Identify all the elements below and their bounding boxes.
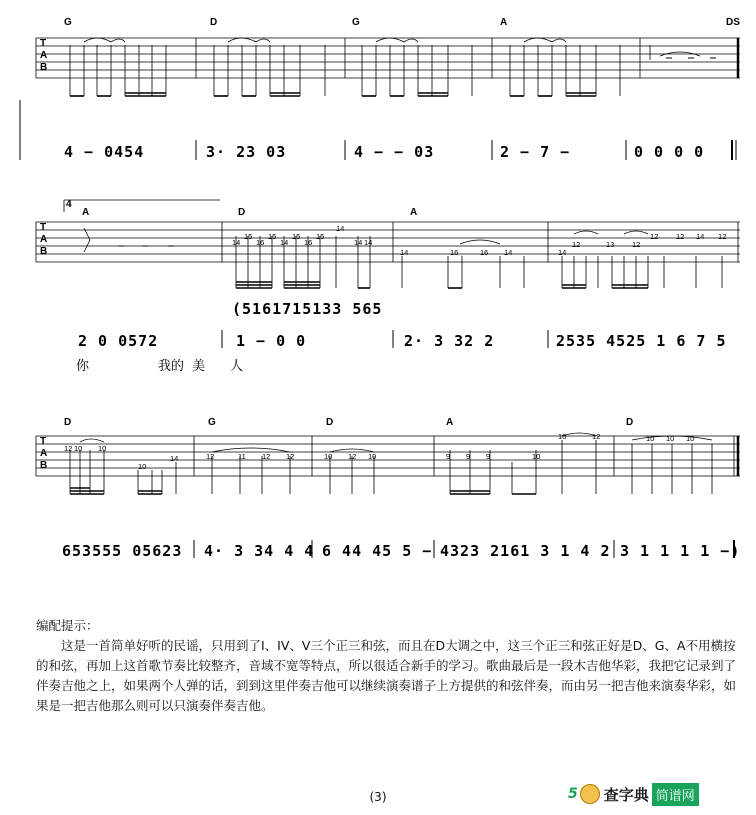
svg-text:9: 9: [466, 452, 471, 461]
svg-text:14: 14: [696, 232, 705, 241]
notes-title: 编配提示：: [36, 618, 99, 633]
jianpu-measure: 4· 3 34 4 4: [204, 542, 315, 560]
chord-label: DS: [726, 17, 740, 28]
chord-label: G: [64, 17, 72, 28]
svg-text:12: 12: [676, 232, 685, 241]
system-3-strum-marks: [70, 440, 712, 494]
svg-text:15: 15: [292, 232, 301, 241]
svg-text:A: A: [40, 50, 48, 61]
jianpu-measure: 3 1 1 1 1 −): [620, 542, 741, 560]
section-mark: 4: [66, 199, 72, 210]
lyric: 人: [230, 359, 244, 374]
chord-label: A: [500, 17, 508, 28]
page-number: (3): [369, 790, 387, 804]
svg-text:12: 12: [718, 232, 727, 241]
svg-text:14: 14: [558, 248, 567, 257]
system-1-beams: [70, 93, 596, 96]
svg-text:A: A: [40, 234, 48, 245]
svg-text:14: 14: [280, 238, 289, 247]
svg-text:14: 14: [336, 224, 345, 233]
jianpu-measure: 2 0 0572: [78, 332, 159, 350]
system-1-chord-labels: [64, 17, 740, 28]
svg-text:T: T: [40, 436, 47, 447]
system-3-tab-numbers: [64, 432, 694, 471]
svg-text:10: 10: [686, 434, 695, 443]
system-1-staff: [36, 38, 740, 78]
tab-letters-1: [40, 38, 47, 73]
chord-label: G: [352, 17, 360, 28]
jianpu-measure: 3· 23 03: [206, 143, 287, 161]
lyric: 我的: [158, 359, 185, 374]
jianpu-measure: 2535 4525 1 6 7 5: [556, 332, 727, 350]
lyric: 你: [76, 359, 90, 374]
svg-text:10: 10: [646, 434, 655, 443]
chord-label: A: [410, 207, 418, 218]
lyric: 美: [192, 359, 206, 374]
svg-text:12: 12: [286, 452, 295, 461]
svg-text:14: 14: [170, 454, 179, 463]
jianpu-measure: 4323 2161 3 1 4 2: [440, 542, 611, 560]
jianpu-upper: (5161715133 565: [232, 300, 383, 318]
svg-text:12: 12: [64, 444, 73, 453]
system-2-jianpu: [78, 300, 727, 350]
svg-text:14: 14: [364, 238, 373, 247]
chord-label: A: [82, 207, 90, 218]
svg-text:10: 10: [532, 452, 541, 461]
svg-text:9: 9: [486, 452, 491, 461]
svg-text:10: 10: [368, 452, 377, 461]
svg-text:12: 12: [206, 452, 215, 461]
system-1-jianpu: [64, 143, 704, 161]
jianpu-measure: 6 44 45 5 −: [322, 542, 433, 560]
svg-text:13: 13: [606, 240, 615, 249]
chord-label: A: [446, 417, 454, 428]
svg-text:12: 12: [650, 232, 659, 241]
system-1-strum-marks: [70, 45, 650, 96]
svg-text:12: 12: [632, 240, 641, 249]
system-2-lyrics: [76, 359, 243, 374]
jianpu-measure: 0 0 0 0: [634, 143, 705, 161]
svg-text:14: 14: [504, 248, 513, 257]
tab-letters-2: [40, 222, 47, 257]
svg-text:10: 10: [324, 452, 333, 461]
svg-text:16: 16: [450, 248, 459, 257]
svg-text:10: 10: [666, 434, 675, 443]
svg-text:T: T: [40, 38, 47, 49]
svg-text:10: 10: [74, 444, 83, 453]
jianpu-measure: 4 − 0454: [64, 143, 145, 161]
svg-text:12: 12: [348, 452, 357, 461]
jianpu-measure: 1 − 0 0: [236, 332, 307, 350]
svg-text:10: 10: [558, 432, 567, 441]
svg-text:10: 10: [138, 462, 147, 471]
svg-text:T: T: [40, 222, 47, 233]
svg-text:A: A: [40, 448, 48, 459]
svg-text:16: 16: [256, 238, 265, 247]
svg-text:11: 11: [238, 452, 246, 461]
mascot-icon: [580, 784, 600, 804]
system-2-chord-labels: [66, 199, 417, 218]
svg-text:15: 15: [244, 232, 253, 241]
chord-label: D: [238, 207, 246, 218]
svg-text:15: 15: [268, 232, 277, 241]
jianpu-measure: 4 − − 03: [354, 143, 435, 161]
jianpu-measure: 2 − 7 −: [500, 143, 571, 161]
svg-text:14: 14: [232, 238, 241, 247]
svg-text:12: 12: [592, 432, 601, 441]
chord-label: D: [626, 417, 634, 428]
svg-text:12: 12: [262, 452, 271, 461]
svg-text:15: 15: [316, 232, 325, 241]
chord-label: G: [208, 417, 216, 428]
svg-text:10: 10: [98, 444, 107, 453]
jianpu-measure: 2· 3 32 2: [404, 332, 495, 350]
system-3-chord-labels: [64, 417, 633, 428]
svg-text:9: 9: [446, 452, 451, 461]
logo-five: 5: [568, 786, 578, 802]
svg-text:12: 12: [572, 240, 581, 249]
jianpu-measure: 653555 05623: [62, 542, 183, 560]
chord-label: D: [210, 17, 218, 28]
system-2-tab-numbers: [232, 224, 726, 257]
svg-text:16: 16: [480, 248, 489, 257]
chord-label: D: [326, 417, 334, 428]
system-3-beams: [70, 488, 536, 494]
system-1-slurs: [84, 38, 700, 56]
tab-letters-3: [40, 436, 47, 471]
svg-text:16: 16: [304, 238, 313, 247]
arrangement-notes: [36, 616, 736, 716]
svg-text:14: 14: [354, 238, 363, 247]
svg-text:B: B: [40, 246, 48, 257]
notes-body: 这是一首简单好听的民谣，只用到了I、IV、V三个正三和弦，而且在D大调之中，这三个正三和弦正好是D、G、A不用横按的和弦，再加上这首歌节奏比较整齐，音域不宽等特点，所以很适合新手的学习。歌曲最后是一段木吉他华彩，我把它记录到了伴奏吉他之上，如果两个人弹的话，到到这里伴奏吉他可以继续演奏谱子上方提供的和弦伴奏，而由另一把吉他来演奏华彩，如果是一把吉他那么则可以只演奏伴奏吉他。: [36, 638, 737, 713]
svg-text:B: B: [40, 62, 48, 73]
logo-name: 查字典: [603, 785, 649, 804]
chord-label: D: [64, 417, 72, 428]
system-3-jianpu: [62, 542, 740, 560]
svg-text:B: B: [40, 460, 48, 471]
site-logo[interactable]: [568, 782, 699, 806]
svg-text:14: 14: [400, 248, 409, 257]
logo-badge: 简谱网: [652, 783, 699, 806]
